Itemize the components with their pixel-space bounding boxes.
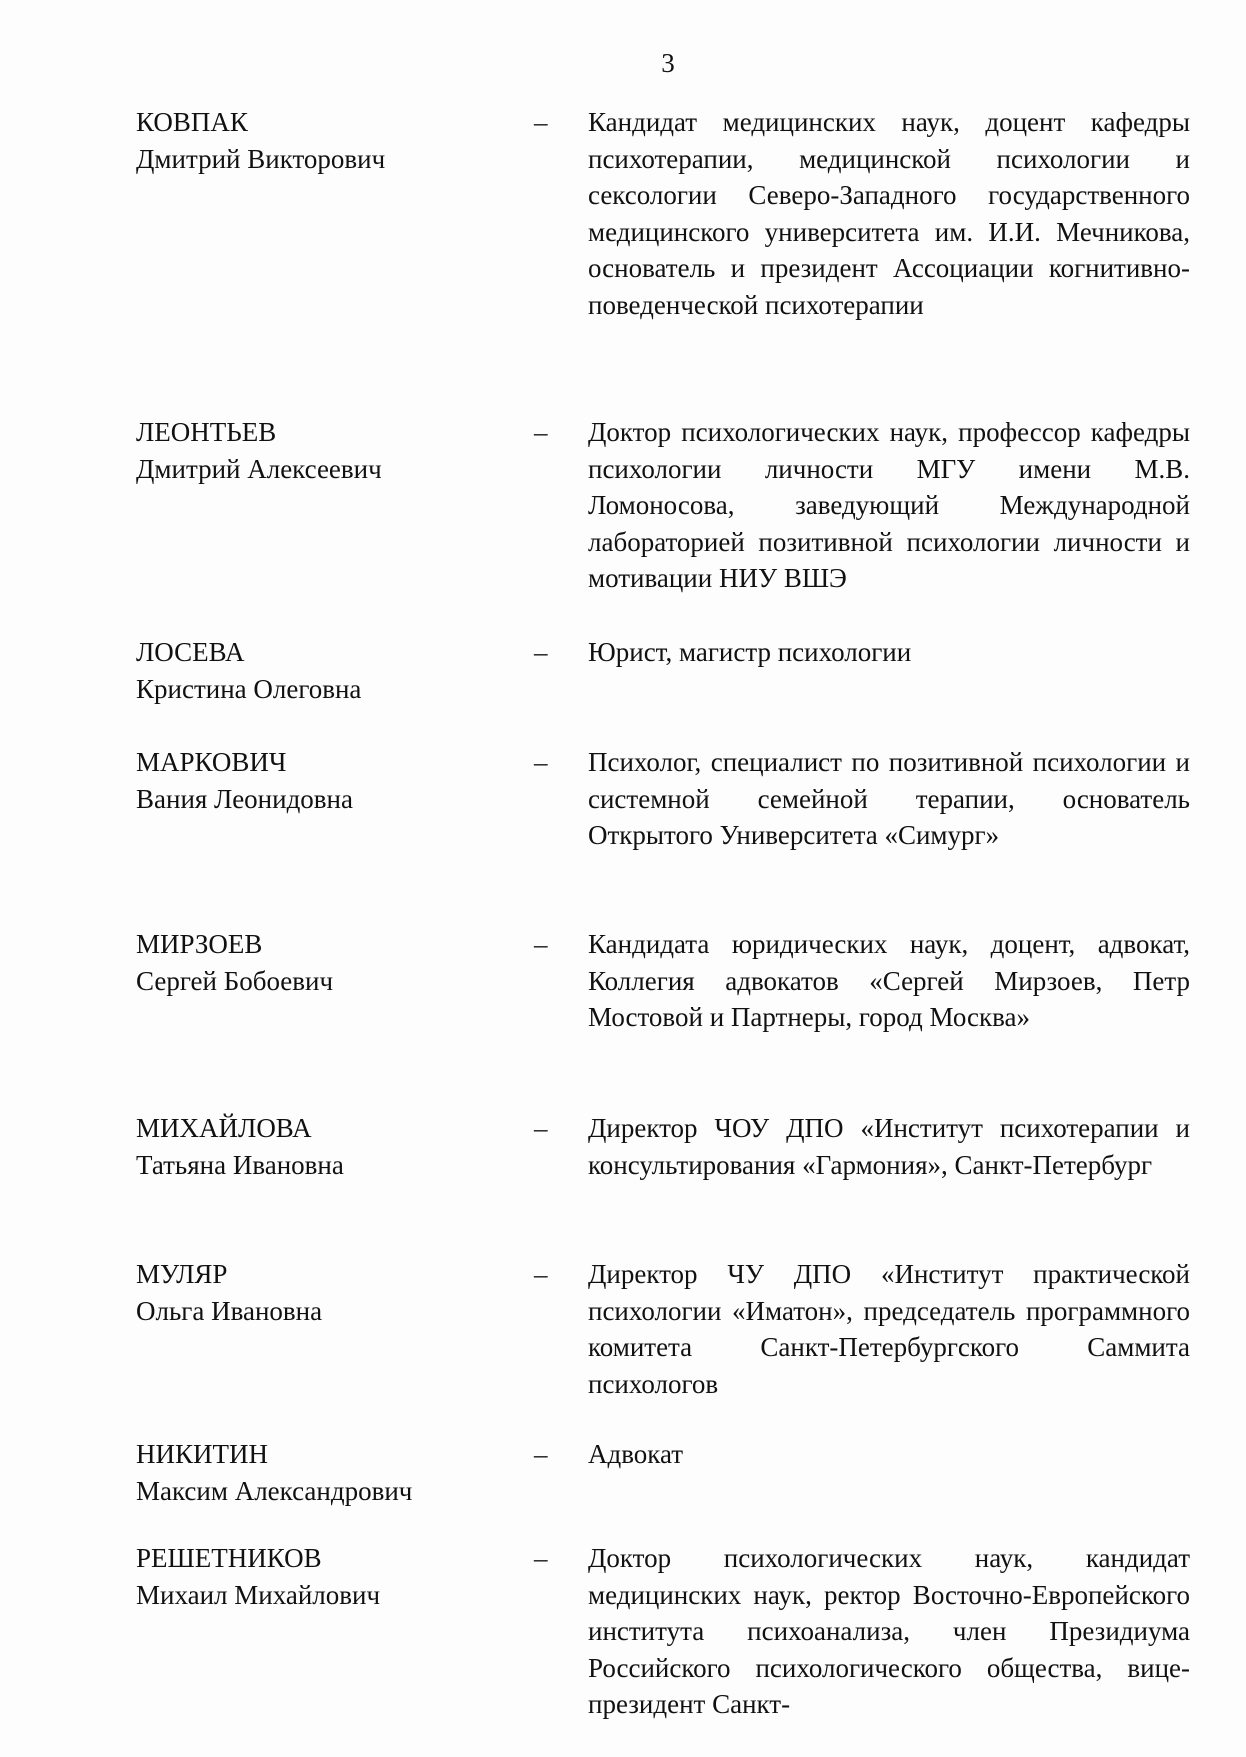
separator-dash: – — [534, 929, 548, 959]
person-name — [136, 1256, 516, 1329]
person-description: Доктор психологических наук, профессор кафедры психологии личности МГУ имени М.В. Ломоносова, заведующий Международной лабораторией позитивной психологии личности и мотивации НИУ ВШЭ — [588, 417, 1190, 593]
person-description: Доктор психологических наук, кандидат медицинских наук, ректор Восточно-Европейского института психоанализа, член Президиума Российского психологического общества, вице-президент Санкт- — [588, 1543, 1190, 1719]
person-description: Директор ЧУ ДПО «Институт практической психологии «Иматон», председатель программного комитета Санкт-Петербургского Саммита психологов — [588, 1259, 1190, 1399]
page-number: 3 — [661, 48, 675, 78]
person-description: Кандидат медицинских наук, доцент кафедры психотерапии, медицинской психологии и сексологии Северо-Западного государственного медицинского университета им. И.И. Мечникова, основатель и президент Ассоциации когнитивно-поведенческой психотерапии — [588, 107, 1190, 320]
person-surname: МУЛЯР — [136, 1259, 228, 1289]
separator-dash: – — [534, 1543, 548, 1573]
person-name — [136, 744, 516, 817]
person-given-name: Сергей Бобоевич — [136, 965, 334, 996]
separator-dash: – — [534, 1439, 548, 1469]
person-description: Кандидата юридических наук, доцент, адвокат, Коллегия адвокатов «Сергей Мирзоев, Петр Мостовой и Партнеры, город Москва» — [588, 929, 1190, 1032]
person-surname: ЛОСЕВА — [136, 637, 245, 667]
separator-dash: – — [534, 107, 548, 137]
person-given-name: Вания Леонидовна — [136, 783, 353, 814]
person-surname: МАРКОВИЧ — [136, 747, 287, 777]
person-given-name: Дмитрий Викторович — [136, 143, 386, 174]
person-surname: НИКИТИН — [136, 1439, 268, 1469]
separator-dash: – — [534, 1113, 548, 1143]
separator-dash: – — [534, 747, 548, 777]
person-description: Директор ЧОУ ДПО «Институт психотерапии и консультирования «Гармония», Санкт-Петербург — [588, 1113, 1190, 1180]
person-surname: МИХАЙЛОВА — [136, 1113, 312, 1143]
person-name — [136, 1540, 516, 1613]
person-name — [136, 926, 516, 999]
person-name — [136, 414, 516, 487]
person-surname: ЛЕОНТЬЕВ — [136, 417, 277, 447]
separator-dash: – — [534, 637, 548, 667]
person-surname: МИРЗОЕВ — [136, 929, 263, 959]
separator-dash: – — [534, 417, 548, 447]
person-given-name: Кристина Олеговна — [136, 673, 362, 704]
person-description: Адвокат — [588, 1439, 684, 1469]
person-description: Юрист, магистр психологии — [588, 637, 912, 667]
person-given-name: Ольга Ивановна — [136, 1295, 323, 1326]
person-name — [136, 634, 516, 707]
person-surname: РЕШЕТНИКОВ — [136, 1543, 322, 1573]
person-given-name: Максим Александрович — [136, 1475, 413, 1506]
person-description: Психолог, специалист по позитивной психологии и системной семейной терапии, основатель Открытого Университета «Симург» — [588, 747, 1190, 850]
person-name — [136, 104, 516, 177]
separator-dash: – — [534, 1259, 548, 1289]
person-name — [136, 1110, 516, 1183]
person-given-name: Татьяна Ивановна — [136, 1149, 344, 1180]
person-given-name: Михаил Михайлович — [136, 1579, 381, 1610]
person-given-name: Дмитрий Алексеевич — [136, 453, 382, 484]
person-surname: КОВПАК — [136, 107, 248, 137]
person-name — [136, 1436, 516, 1509]
